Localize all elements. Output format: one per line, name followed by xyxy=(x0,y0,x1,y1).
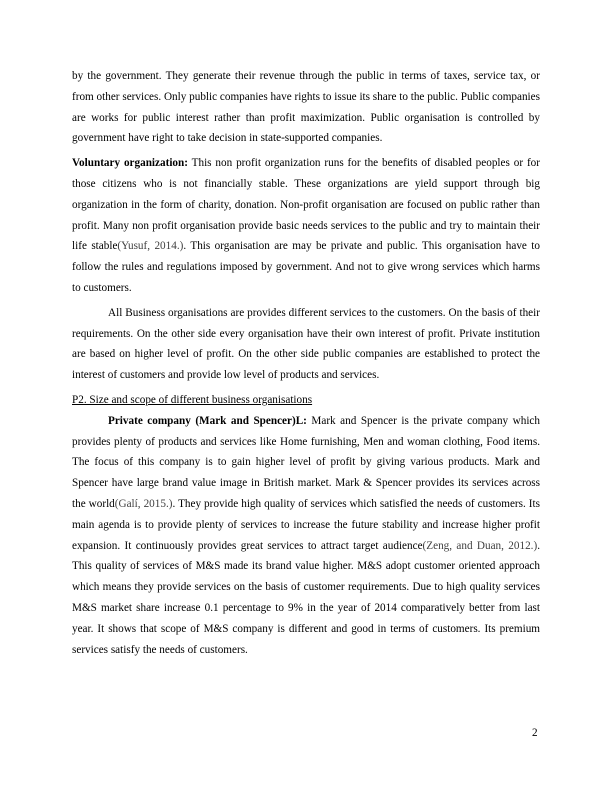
private-company-label: Private company (Mark and Spencer)L: xyxy=(108,414,307,427)
voluntary-text-b: . This organisation are may be private and public. This organisation have to follow the rules and regulations imposed by government. And not to give wrong services which harms to customers. xyxy=(72,240,540,294)
citation-yusuf: (Yusuf, 2014.) xyxy=(117,240,184,253)
private-text-c: . This quality of services of M&S made its brand value higher. M&S adopt customer oriented approach which means they provide services on the basis of customer requirements. Due to high quality services M&S market share increase 0.1 percentage to 9% in the year of 2014 comparatively better from last year. It shows that scope of M&S company is different and good in terms of customers. Its premium services satisfy the needs of customers. xyxy=(72,539,540,656)
document-page xyxy=(72,66,540,660)
voluntary-text-a: This non profit organization runs for the benefits of disabled peoples or for those citizens who is not financially stable. These organizations are yield support through big organization in the form of charity, donation. Non-profit organisation are focused on public rather than profit. Many non profit organisation provide basic needs services to the public and try to maintain their life stable xyxy=(72,157,540,253)
citation-zeng-duan: (Zeng, and Duan, 2012.) xyxy=(422,539,538,552)
paragraph-private-company xyxy=(72,411,540,661)
private-text-b: . They provide high quality of services which satisfied the needs of customers. Its main agenda is to provide plenty of services to increase the future stability and increase higher profit expansion. It continuously provides great services to attract target audience xyxy=(72,497,540,552)
voluntary-organization-label: Voluntary organization: xyxy=(72,157,188,170)
citation-gali: (Galí, 2015.) xyxy=(114,497,173,510)
paragraph-voluntary-organization xyxy=(72,153,540,299)
section-heading-p2: P2. Size and scope of different business organisations xyxy=(72,393,313,406)
paragraph-business-organisations: All Business organisations are provides different services to the customers. On the basis of their requirements. On the other side every organisation have their own interest of profit. Private institution are based on higher level of profit. On the other side public companies are established to protect the interest of customers and provide low level of products and services. xyxy=(72,306,540,382)
page-number: 2 xyxy=(532,727,538,739)
private-text-a: Mark and Spencer is the private company which provides plenty of products and services like Home furnishing, Men and woman clothing, Food items. The focus of this company is to gain higher level of profit by giving various products. Mark and Spencer have large brand value image in British market. Mark & Spencer provides its services across the world xyxy=(72,414,540,510)
paragraph-public-companies: by the government. They generate their revenue through the public in terms of taxes, service tax, or from other services. Only public companies have rights to issue its share to the public. Public companies are works for public interest rather than profit maximization. Public organisation is controlled by government have right to take decision in state-supported companies. xyxy=(72,70,540,145)
